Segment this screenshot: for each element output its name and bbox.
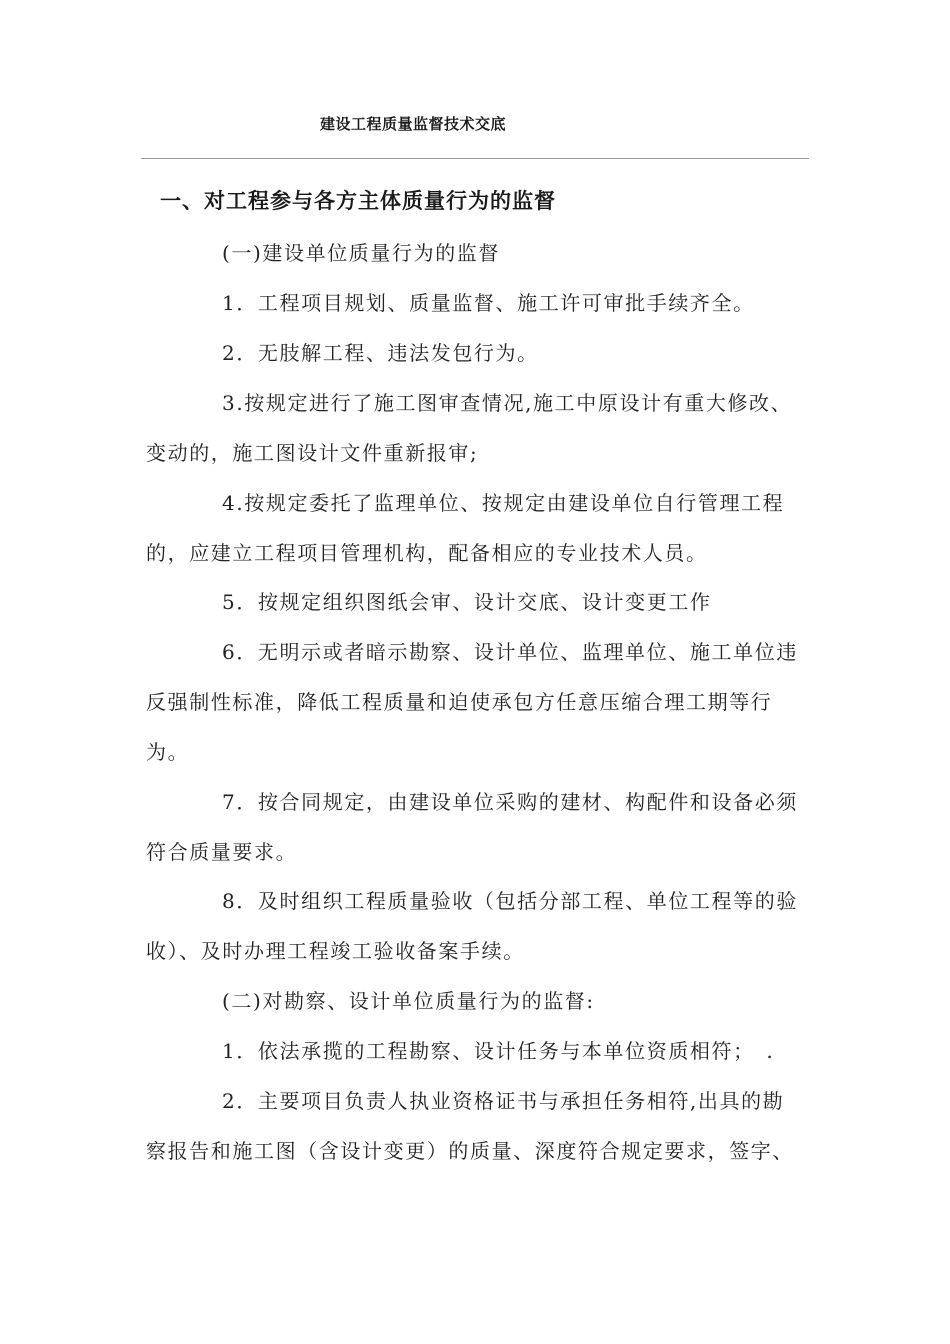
paragraph-line: 收）、及时办理工程竣工验收备案手续。	[146, 939, 525, 963]
paragraph-line: 8．及时组织工程质量验收（包括分部工程、单位工程等的验	[222, 889, 798, 913]
paragraph-line: 6．无明示或者暗示勘察、设计单位、监理单位、施工单位违	[222, 640, 798, 664]
paragraph-line: 察报告和施工图（含设计变更）的质量、深度符合规定要求，签字、	[146, 1139, 794, 1163]
paragraph-line: 5．按规定组织图纸会审、设计交底、设计变更工作	[222, 590, 712, 614]
paragraph-line: 1．工程项目规划、质量监督、施工许可审批手续齐全。	[222, 291, 755, 315]
paragraph-line: 的，应建立工程项目管理机构，配备相应的专业技术人员。	[146, 541, 708, 565]
paragraph-line: 2．无肢解工程、违法发包行为。	[222, 341, 539, 365]
paragraph-line: 符合质量要求。	[146, 840, 298, 864]
paragraph-line: 4.按规定委托了监理单位、按规定由建设单位自行管理工程	[222, 491, 785, 515]
paragraph-line: 3.按规定进行了施工图审查情况,施工中原设计有重大修改、	[222, 391, 793, 415]
header-divider	[141, 158, 809, 159]
paragraph-line: 2．主要项目负责人执业资格证书与承担任务相符,出具的勘	[222, 1089, 785, 1113]
section-heading: 一、对工程参与各方主体质量行为的监督	[160, 189, 556, 213]
paragraph-line: 为。	[146, 740, 190, 764]
paragraph-line: 1．依法承揽的工程勘察、设计任务与本单位资质相符； .	[222, 1039, 775, 1063]
subsection-heading-2: (二)对勘察、设计单位质量行为的监督:	[222, 989, 595, 1013]
paragraph-line: 7．按合同规定，由建设单位采购的建材、构配件和设备必须	[222, 790, 798, 814]
paragraph-line: 反强制性标准，降低工程质量和迫使承包方任意压缩合理工期等行	[146, 690, 773, 714]
paragraph-line: 变动的，施工图设计文件重新报审;	[146, 441, 479, 465]
subsection-heading-1: (一)建设单位质量行为的监督	[222, 241, 501, 265]
document-header-title: 建设工程质量监督技术交底	[320, 115, 507, 133]
